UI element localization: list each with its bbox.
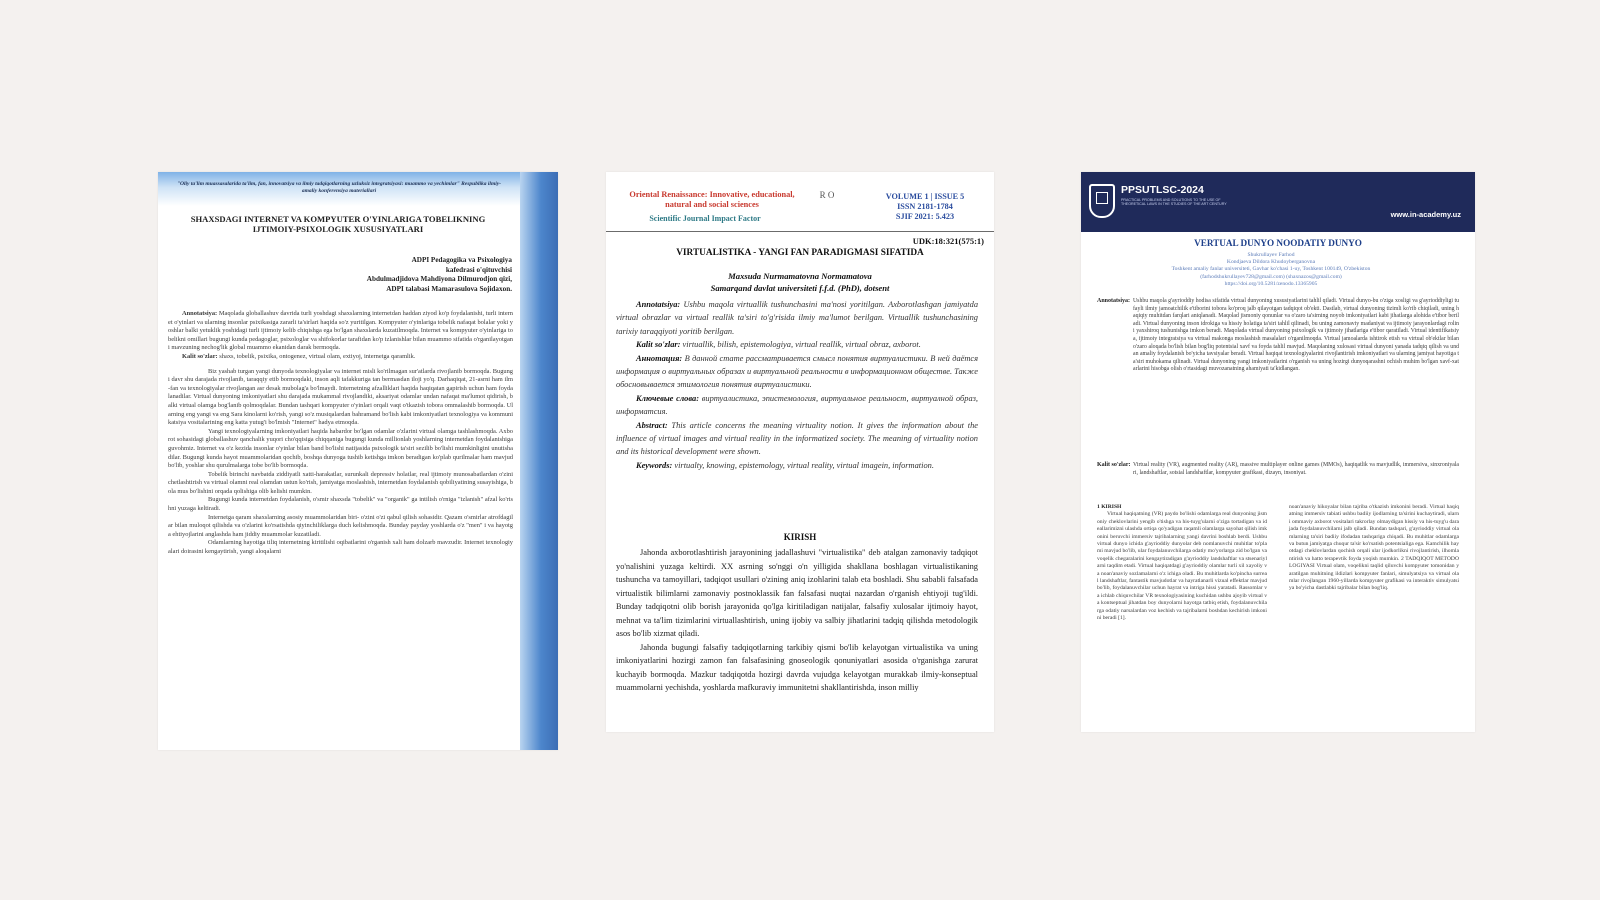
keywords-label: Kalit so'zlar: (636, 340, 681, 350)
university-crest-icon (1089, 184, 1115, 218)
article-body (168, 310, 513, 557)
journal-logo: R O (819, 190, 835, 200)
article-title: VERTUAL DUNYO NOODATIY DUNYO (1194, 238, 1362, 248)
document-page-1 (158, 172, 558, 750)
document-page-2 (606, 172, 994, 732)
body-paragraph: Jahonda axborotlashtirish jarayonining jadallashuvi "virtualistika" deb atalgan zamonaviy tadqiqot yo'nalishini yuzaga keltirdi. XX asrning so'nggi o'n yilligida shakllana boshlagan virtualistikaning tushuncha va tamoyillari, tadqiqot usullari o'zining aniq izohlarini talab eta boshladi. Shu sababli falsafada virtualistik bilimlarni zamonaviy postnoklassik fan falsafasi nuqtai nazardan o'rganish ehtiyoji tug'ildi. Bunday tadqiqotni olib borish jarayonida qo'lga kiritiladigan natijalar, falsafiy xulosalar ijtimoiy hayot, mehnat va ta'lim tizimlarini virtuallashtirish, uning ijobiy va salbiy jihatlarini tadqiq qilishda metodologik asos bo'lib xizmat qiladi. (616, 548, 978, 638)
body-paragraph: Bugungi kunda internetdan foydalanish, o'smir shaxsda "tobelik" va "organik" ga intilish o'rniga "izlanish" afzal ko'rishni yuzaga keltiradi. (168, 496, 513, 513)
keywords-uz (616, 338, 978, 351)
issn-label: ISSN 2181-1784 (897, 202, 953, 211)
page-header-banner (158, 172, 524, 206)
abstract-ru (616, 352, 978, 392)
sjif-label: SJIF 2021: 5.423 (895, 212, 955, 221)
document-page-3 (1081, 172, 1475, 732)
abstract-text: Ushbu maqola g'ayrioddiy hodisa sifatida virtual dunyoning xususiyatlarini tahlil qiladi. Virtual dunyo-bu o'ziga xosligi va g'ayrioddiyligi tufayli ilmiy jamoatchilik e'tiborini tobora ko'proq jalb qilayotgan tadqiqot ob'ekti. Dastlab, virtual dunyoning tizimli ko'rib chiqiladi, uning haqiqiy muhitdan farqlari aniqlanadi. Maqolad jismoniy qonunlar va o'zaro ta'sirning noyob imkoniyatlari kabi jihatlarga alohida e'tibor beriladi. Virtual dunyoning inson idrokiga va hissiy holatiga ta'siri tahlil qilinadi, bu uning zamonaviy madaniyat va ijtimoiy jarayonlardagi rolini yaxshiroq tushunishga imkon beradi. Maqolada virtual dunyoning psixologik va ijtimoiy jihatlariga e'tibor qaratiladi. Virtual identifikatsiya, ijtimoiy integratsiya va virtual makonga moslashish masalalari o'rganilmoqda. Virtual jamoalarda ishtirok etish va virtual ob'ektlar bilan o'zaro aloqada bo'lish bilan bog'liq potentsial xavf va foyda tahlil mavjud. Maqolaning xulosasi virtual dunyoni yanada tadqiq qilish va undan amaliy foydalanish bo'yicha tavsiyalar beradi. Virtual haqiqat texnologiyalarini rivojlantirish imkoniyatlari va ularning jamiyat hayotiga ta'siri muhokama qilinadi. Virtual dunyoning yangi imkoniyatlarini o'rganish va uning hozirgi dunyoqarashni ochish muhim bo'lgan xavf-xatarlarini hisobga olish o'rtasidagi muvozanatning ahamiyati ta'kidlangan. (1133, 298, 1459, 373)
author-affiliation: Samarqand davlat universiteti f.f.d. (PhD), dotsent (710, 283, 890, 293)
abstract-paragraph (168, 310, 513, 353)
keywords-paragraph (168, 353, 513, 362)
keywords-label: Kalit so'zlar: (1097, 462, 1131, 468)
body-paragraph: Jahonda bugungi falsafiy tadqiqotlarning tarkibiy qismi bo'lib kelayotgan virtualistika va uning imkoniyatlarini hozirgi zamon fan falsafasining gnoseologik qonuniyatlari asosida o'rganishga zarurat kuchayib bormoqda. Mazkur tadqiqotda hozirgi davrda vujudga kelayotgan murakkab ilmiy-konseptual muammolarni yechishda, yoshlarda mafkuraviy immunitetni shakllantirishda, inson milliy (616, 642, 978, 692)
abstract-label: Annotatsiya: (182, 310, 218, 317)
body-paragraph: Virtual haqiqatning (VR) paydo bo'lishi odamlarga real dunyoning jismoniy cheklovlarini yengib o'tishga va his-tuyg'ularni o'ziga tortadigan va ideallarimizni ulashda ortiqa qo'yadigan raqamli olamlarga sayohat qilish imkonini beruvchi immersiv tajribalarning yangi davrini boshlab berdi. Ushbu virtual dunyo ichida g'ayrioddiy dunyolar deb nomlanuvchi muhitlar to'plami mavjud bo'lib, ular foydalanuvchilarga odatiy mo'yorlarga zid bo'lgan va voqelik chegaralarini kengaytiradigan g'ayrioddiy landshaftlar va stsenariylarni taqdim etadi. Virtual haqiqatdagi g'ayrioddiy olamlar turli xil xayoliy va noan'anaviy sozlamalarni o'z ichiga oladi. Bu muhitlarda ko'pincha surreal landshaftlar, fantastik mavjudotlar va hayratlanarli vizual effektlar mavjud bo'lib, foydalanuvchilar uchun hayrat va intriga hissi yaratadi. Rassomlar va ichlab chiquvchilar VR texnologiyasining kuchidan ushbu ajoyib virtual va kontseptual jihatdan boy dunyolarni hayotga tatbiq etish, foydalanuvchilarga odatiy narsalardan voz kechish va tajribalarni boshdan kechirish imkonini beradi [1]. (1097, 511, 1267, 622)
keywords-text: shaxs, tobelik, psixika, ontogenez, virtual olam, extiyoj, internetga qaramlik. (219, 352, 416, 360)
abstract-en-label: Abstract: (636, 420, 668, 430)
author-block (1121, 252, 1421, 288)
blue-side-stripe (520, 172, 558, 750)
affiliation-line: ADPI Pedagogika va Psixologiya (411, 256, 512, 264)
conference-name: PPSUTLSC-2024 (1121, 184, 1204, 196)
keywords-ru (616, 392, 978, 419)
section-heading: 1 KIRISH (1097, 504, 1122, 510)
abstract-ru-label: Аннотация: (636, 353, 683, 363)
keywords-ru-text: виртуалистика, эпистемология, виртуальное реальност, виртуалной образ, информатсия. (616, 393, 979, 417)
keywords-text: Virtual reality (VR), augmented reality (AR), massive multiplayer online games (MMOs), haqiqatlik va mavjudlik, immersiva, sinxroniyalari, landshaftlar, sotsial landshaftlar, kompyuter grafikasi, dizayn, insoniyat. (1133, 462, 1459, 476)
header-text: "Oliy ta'lim muassasalarida ta'lim, fan, innovatsiya va ilmiy tadqiqotlarning uzluksiz integratsiyasi: muammo va yechimlar" Respublika ilmiy-amaliy konferensiya materiallari (176, 181, 502, 194)
article-body (616, 546, 978, 695)
doi-link[interactable]: https://doi.org/10.5281/zenodo.13365905 (1224, 280, 1318, 287)
author-line: Kondjaeva Dildora Khudoyberganovna (1226, 259, 1316, 266)
body-column-left (1097, 504, 1267, 623)
header-divider (606, 231, 994, 232)
body-paragraph: noan'anaviy hikoyalar bilan tajriba o'tkazish imkonini beradi. Virtual haqiqatning immersiv tabiati ushbu badiiy ijodlarning ta'sirini kuchaytiradi, ularni ommaviy axborot vositalari takrorlay olmaydigan hissiy va his-tuyg'u darajada foydalanuvchilarni jalb qiladi. Bundan tashqari, g'ayrioddiy virtual olamlarning ta'siri badiiy ifodadan tashqariga chiqadi. Bu muhitlar odamlarga va butun jamiyatga chuqur ta'sir ko'rsatish potentsialiga ega. Kamchilik hayotdagi cheklovlardan qochish orqali ular ijodkorlikni rivojlantirish, ilhomlantirish va hatto terapevtik foyda yoqish mumkin. 2 TADQIQOT METODOLOGIYASI Virtual olam, voqelikni taqlid qiluvchi kompyuter tomonidan yaratilgan muhitning ildizlari kompyuter fanlari, simulyatsiya va virtual olamlar rivojlangan 1960-yillarda kompyuter grafikasi va interaktiv simulyatsiya bo'yicha dastlabki tajribalar bilan bog'liq. (1289, 504, 1459, 592)
body-column-right (1289, 504, 1459, 593)
udk-code: UDK:18:321(575:1) (912, 236, 984, 246)
keywords-text: virtuallik, bilish, epistemologiya, virtual reallik, virtual obraz, axborot. (682, 340, 921, 350)
affiliation-line: Abdulmadjidova Mahdiyona Dilmurodjon qizi, (366, 275, 512, 284)
issue-info (858, 192, 992, 222)
abstract-en-text: This article concerns the meaning virtuality notion. It gives the information about the influence of virtual images and virtual reality in the informatized society. The meaning of virtuality notion and its historical development were shown. (616, 420, 978, 457)
section-heading: KIRISH (783, 532, 817, 542)
journal-name: Oriental Renaissance: Innovative, educational, natural and social sciences (629, 190, 795, 209)
keywords-en (616, 459, 978, 472)
conference-subtitle: PRACTICAL PROBLEMS AND SOLUTIONS TO THE USE OF THEORETICAL LAWS IN THE STUDIES OF THE ART CENTURY (1121, 198, 1227, 207)
abstract-text: Maqolada globallashuv davrida turli yoshdagi shaxslarning internetdan haddan ziyod ko'p foydalanishi, turli internet o'yinlari va ularning insonlar psixikasiga zararli ta'sirlari haqida so'z yuritilgan. Kompyuter o'yinlariga tobelik nafaqat bolalar yoki yoshlar balki yetuklik yoshidagi turli ijtimoiy kelib chiqishga ega bo'lgan shaxslarda kuzatilmoqda. Internet va kompyuter o'yinlariga tobelikni omillari bugungi kunda pedagoglar, psixologlar va shifokorlar tarafidan ko'p izlanishlar bilan muammo sifatida o'rganilayotgani mavzuning nechog'lik global muammo ekanidan darak bermoqda. (168, 310, 513, 352)
author-line: (farhodshukrullayev728@gmail.com) (shaxnazos@gmail.com) (1200, 273, 1342, 280)
author-line: Shukrullayev Farhod (1247, 252, 1295, 258)
affiliation-line: kafedrasi o'qituvchisi (445, 265, 512, 274)
keywords-en-text: virtualty, knowing, epistemology, virtual reality, virtual imagein, information. (674, 460, 934, 470)
article-title: VIRTUALISTIKA - YANGI FAN PARADIGMASI SIFATIDA (676, 248, 924, 258)
keywords-label: Kalit so'zlar: (182, 352, 218, 360)
article-title: SHAXSDAGI INTERNET VA KOMPYUTER O'YINLARIGA TOBELIKNING IJTIMOIY-PSIXOLOGIK XUSUSIYATLARI (190, 214, 486, 234)
abstract-uz (616, 298, 978, 338)
body-paragraph: Internetga qaram shaxslarning asosiy muammolaridan biri- o'zini o'zi qabul qilish sohasidir. Qazam o'smirlar atrofdagilar bilan muloqot qilishda va o'zlarini ko'rsatishda qiyinchiliklarga duch kelishmoqda. Bunday payday yoshlarda o'z "men" i va hayotga ehtiyojlarini anglashda ham jiddiy muammolar kuzatiladi. (168, 513, 513, 538)
abstract-en (616, 419, 978, 459)
impact-factor-label: Scientific Journal Impact Factor (649, 214, 761, 223)
body-paragraph: Tobelik birinchi navbatda ziddiyatli xatti-harakatlar, surunkali depressiv holatlar, real ijtimoiy munosabatlardan o'zini chetlashtirish va virtual olamni real olamdan ustun ko'rish, jamiyatga moslashish, internetdan foydalanish qobiliyatining susayishiga, bola mus bo'lishini orqada qolishiga olib kelishi mumkin. (168, 470, 513, 495)
keywords-en-label: Keywords: (636, 460, 673, 470)
author-name: Maxsuda Nurmamatovna Normamatova (728, 271, 872, 281)
body-paragraph: Biz yashab turgan yangi dunyoda texnologiyalar va internet misli ko'rilmagan sur'atlarda rivojlanib bormoqda. Bugungi davr shu darajada rivojlanib, taraqqiy etib bormoqdaki, inson aqli tafakkuriga tan bermasdan iloji yo'q. Darhaqiqat, 21-asrni ham ilm-fan va texnologiyalar rivojlangan asr desak mubolag'a bo'lmaydi. Internetning afzalliklari haqida haqiqatan gapirish uchun ham foydalanadilar. Virtual dunyoning imkoniyatlari shu darajada mukammal rivojlandiki, aksariyat odamlar undan nafaqat ma'lumot qidirish, balki virtual olamga bog'lanib qolmoqdalar. Bundan tashqari kompyuter o'yinlari orqali vaqt o'tkazish tobora ommalashib bormoqda. Ularning eng yangi va eng Sara kinolarni ko'rish, yangi so'z musiqalardan bahramand bo'lish kabi imkoniyatlari texnologiya va kommunikatsiya vositalarining eng katta yutug'i bo'lmish "Internet" hadya etmoqda. (168, 367, 513, 427)
affiliation-line: ADPI talabasi Mamarasulova Sojidaxon. (386, 284, 512, 293)
body-paragraph: Yangi texnologiyalarning imkoniyatlari haqida habardor bo'lgan odamlar o'zlarini virtual olamga tashlashmoqda. Axborot sohasidagi globallashuv qanchalik yuqori cho'qqisiga chiqqaniga bugungi kunda millionlab yoshlarning internetdan foydalanishiga guvohmiz. Internet va o'z kezida insonlar o'yinlar bilan band bo'lishi natijasida psixologik ta'siri sezilib bo'lishi mumkinligini unutishadilar. Bugungi kunda hayot muammolaridan qochib, boshqa dunyoga tushib ketishga imkon beradigan ko'plab qurilmalar ham mavjud bo'lib, yoshlar shu qurulmalarga tobe bo'lib bormoqda. (168, 427, 513, 470)
author-block (606, 270, 994, 294)
keywords-ru-label: Ключевые слова: (636, 393, 700, 403)
author-line: Toshkent amaliy fanlar universiteti, Gavhar ko'chasi 1-uy, Toshkent 100149, O'zbekiston (1171, 266, 1371, 273)
author-affiliation (272, 256, 512, 294)
volume-label: VOLUME 1 | ISSUE 5 (885, 192, 965, 201)
abstract-ru-text: В данной стате рассматривается смысл понятия виртуалистики. В ней даётся информация о виртуальных образах и виртуальной реальности в информационном обществе. Также обосновывается этимология понятия виртуалистики. (616, 353, 979, 390)
website-url: www.in-academy.uz (1390, 210, 1461, 219)
abstract-text: Ushbu maqola virtuallik tushunchasini ma'nosi yoritilgan. Axborotlashgan jamiyatda virtual obrazlar va virtual reallik ta'siri to'g'risida ilmiy ma'lumot berilgan. Virtuallik tushunchasining tarixiy taraqqiyoti yoritib berilgan. (616, 300, 979, 336)
abstract-label: Annotatsiya: (1097, 298, 1131, 304)
abstracts (616, 298, 978, 472)
abstract-label: Annotatsiya: (636, 300, 681, 309)
conference-header (1081, 172, 1475, 232)
body-paragraph: Odamlarning hayotiga tiliq internetning kiritilishi oqibatlarini o'rganish xali ham dolzarb mavzudir. Internet texnologiyalari doirasini kengaytirish, yangi aloqalarni (168, 539, 513, 556)
